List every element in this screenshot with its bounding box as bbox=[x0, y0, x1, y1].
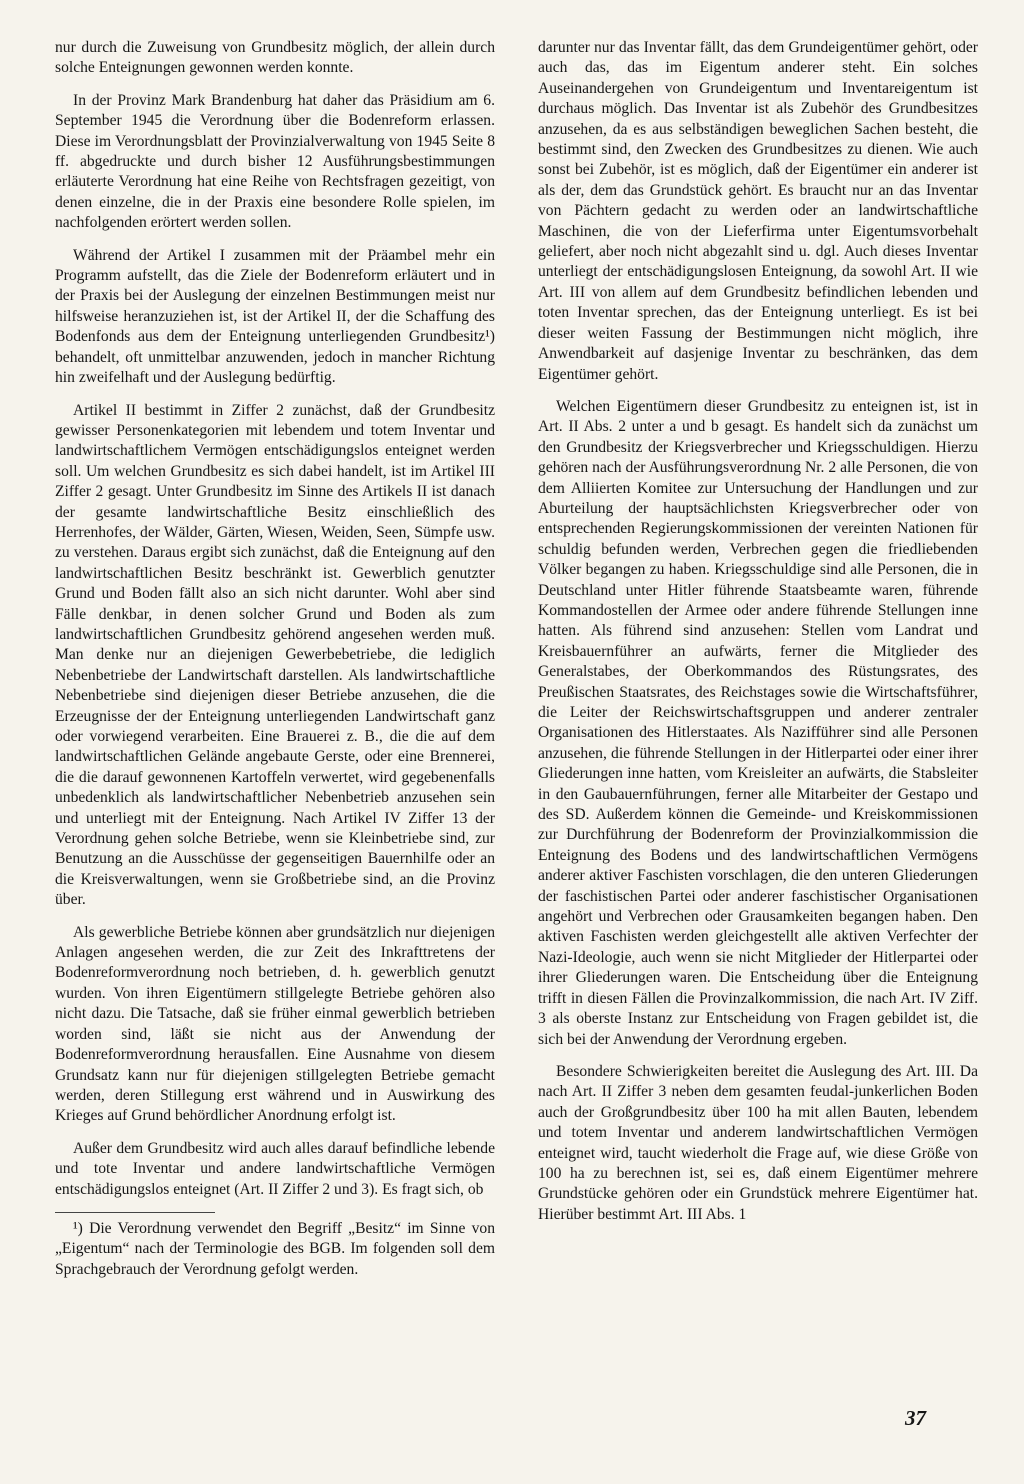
right-column bbox=[538, 38, 978, 1292]
paragraph: Artikel II bestimmt in Ziffer 2 zunächst, daß der Grundbesitz gewisser Personenkategorien mit lebendem und totem Inventar und landwirtschaftlichem Vermögen entschädigungslos enteignet werden soll. Um welchen Grundbesitz es sich dabei handelt, ist im Artikel III Ziffer 2 gesagt. Unter Grundbesitz im Sinne des Artikels II ist danach der gesamte landwirtschaftliche Besitz einschließlich des Herrenhofes, der Wälder, Gärten, Wiesen, Weiden, Seen, Sümpfe usw. zu verstehen. Daraus ergibt sich zunächst, daß die Enteignung auf den landwirtschaftlichen Besitz beschränkt ist. Gewerblich genutzter Grund und Boden fällt also an sich nicht darunter. Wohl aber sind Fälle denkbar, in denen solcher Grund und Boden als zum landwirtschaftlichen Grundbesitz gehörend angesehen werden muß. Man denke nur an diejenigen Gewerbebetriebe, die lediglich Nebenbetriebe der Landwirtschaft darstellen. Als landwirtschaftliche Nebenbetriebe sind diejenigen dieser Betriebe anzusehen, die die Erzeugnisse der der Enteignung unterliegenden Landwirtschaft ganz oder vorwiegend verarbeiten. Eine Brauerei z. B., die die auf dem landwirtschaftlichen Gelände angebaute Gerste, oder eine Brennerei, die die darauf gewonnenen Kartoffeln verwertet, wird gegebenenfalls unbedenklich als landwirtschaftlicher Nebenbetrieb anzusehen sein und unterliegt mit der Enteignung. Nach Artikel IV Ziffer 13 der Verordnung gehen solche Betriebe, wenn sie Kleinbetriebe sind, zur Benutzung an die Ausschüsse der gegenseitigen Bauernhilfe oder an die Kreisverwaltungen, wenn sie Großbetriebe sind, an die Provinz über. bbox=[55, 401, 495, 909]
paragraph: Besondere Schwierigkeiten bereitet die Auslegung des Art. III. Da nach Art. II Ziffer 3 neben dem gesamten feudal-junkerlichen Boden auch der Großgrundbesitz über 100 ha mit allen Bauten, lebendem und totem Inventar und anderem landwirtschaftlichen Vermögen enteignet wird, taucht wiederholt die Frage auf, wie diese Größe von 100 ha zu berechnen ist, sei es, daß einem Eigentümer mehrere Grundstücke gehören oder ein Grundstück mehrere Eigentümer hat. Hierüber bestimmt Art. III Abs. 1 bbox=[538, 1062, 978, 1223]
paragraph: In der Provinz Mark Brandenburg hat daher das Präsidium am 6. September 1945 die Verordnung über die Bodenreform erlassen. Diese im Verordnungsblatt der Provinzialverwaltung von 1945 Seite 8 ff. abgedruckte und durch bisher 12 Ausführungsbestimmungen erläuterte Verordnung hat eine Reihe von Rechtsfragen gezeitigt, von denen einzelne, die in der Praxis eine besondere Rolle spielen, im nachfolgenden erörtert werden sollen. bbox=[55, 91, 495, 232]
footnote: ¹) Die Verordnung verwendet den Begriff „Besitz“ im Sinne von „Eigentum“ nach der Terminologie des BGB. Im folgenden soll dem Sprachgebrauch der Verordnung gefolgt werden. bbox=[55, 1219, 495, 1278]
paragraph: darunter nur das Inventar fällt, das dem Grundeigentümer gehört, oder auch das, das im Eigentum anderer steht. Ein solches Auseinandergehen von Grundeigentum und Inventareigentum ist durchaus möglich. Das Inventar ist als Zubehör des Grundbesitzes anzusehen, da es aus selbständigen beweglichen Sachen besteht, die bestimmt sind, den Zwecken des Grundbesitzes zu dienen. Wie auch sonst bei Zubehör, ist es möglich, daß der Eigentümer ein anderer ist als der, dem das Grundstück gehört. Es braucht nur an das Inventar von Pächtern gedacht zu werden oder an landwirtschaftliche Maschinen, die von der Lieferfirma unter Eigentumsvorbehalt geliefert, aber noch nicht abgezahlt sind u. dgl. Auch dieses Inventar unterliegt der entschädigungslosen Enteignung, da sowohl Art. II wie Art. III von allem auf dem Grundbesitz befindlichen lebenden und toten Inventar sprechen, das der Enteignung unterliegt. Es ist bei dieser weiten Fassung der Bestimmungen nicht möglich, ihre Anwendbarkeit auf dasjenige Inventar zu beschränken, das dem Eigentümer gehört. bbox=[538, 39, 978, 383]
paragraph: nur durch die Zuweisung von Grundbesitz möglich, der allein durch solche Enteignungen gewonnen werden konnte. bbox=[55, 39, 495, 77]
paragraph: Als gewerbliche Betriebe können aber grundsätzlich nur diejenigen Anlagen angesehen werden, die zur Zeit des Inkrafttretens der Bodenreformverordnung noch betrieben, d. h. gewerblich genutzt wurden. Von ihren Eigentümern stillgelegte Betriebe gehören also nicht dazu. Die Tatsache, daß sie früher einmal gewerblich betrieben worden sind, läßt sie nicht aus der Anwendung der Bodenreformverordnung herausfallen. Eine Ausnahme von diesem Grundsatz kann nur für diejenigen stillgelegten Betriebe gemacht werden, deren Stillegung erst während und in Auswirkung des Krieges auf Grund behördlicher Anordnung erfolgt ist. bbox=[55, 923, 495, 1125]
left-column bbox=[55, 38, 495, 1292]
paragraph: Während der Artikel I zusammen mit der Präambel mehr ein Programm aufstellt, das die Ziele der Bodenreform erläutert und in der Praxis bei der Auslegung der einzelnen Bestimmungen meist nur hilfsweise heranzuziehen ist, ist der Artikel II, der die Schaffung des Bodenfonds aus dem der Enteignung unterliegenden Grundbesitz¹) behandelt, oft unmittelbar anzuwenden, jedoch in mancher Richtung hin zweifelhaft und der Auslegung bedürftig. bbox=[55, 246, 495, 387]
paragraph: Außer dem Grundbesitz wird auch alles darauf befindliche lebende und tote Inventar und andere landwirtschaftliche Vermögen entschädigungslos enteignet (Art. II Ziffer 2 und 3). Es fragt sich, ob bbox=[55, 1139, 495, 1198]
paragraph: Welchen Eigentümern dieser Grundbesitz zu enteignen ist, ist in Art. II Abs. 2 unter a und b gesagt. Es handelt sich da zunächst um den Grundbesitz der Kriegsverbrecher und Kriegsschuldigen. Hierzu gehören nach der Ausführungsverordnung Nr. 2 alle Personen, die von dem Alliierten Komitee zur Untersuchung der Handlungen und zur Aburteilung der hauptsächlichsten Kriegsverbrecher oder von entsprechenden Regierungskommissionen der vereinten Nationen für schuldig befunden werden, Verbrechen gegen die friedliebenden Völker begangen zu haben. Kriegsschuldige sind alle Personen, die in Deutschland unter Hitler führende Staatsbeamte waren, führende Kommandostellen der Armee oder andere führende Stellungen inne hatten. Als führend sind anzusehen: Stellen vom Landrat und Kreisbauernführer an aufwärts, ferner die Mitglieder des Generalstabes, der Oberkommandos des Rüstungsrates, des Preußischen Staatsrates, des Reichstages sowie die Wirtschaftsführer, die Leiter der Reichswirtschaftsgruppen und anderer zentraler Organisationen des Hitlerstaates. Als Nazifführer sind alle Personen anzusehen, die führende Stellungen in der Hitlerpartei oder einer ihrer Gliederungen inne hatten, vom Kreisleiter an aufwärts, die Stabsleiter in den Gaubauernführungen, ferner alle Mitarbeiter der Gestapo und des SD. Außerdem können die Gemeinde- und Kreiskommissionen zur Durchführung der Bodenreform der Provinzialkommission die Enteignung des Bodens und des landwirtschaftlichen Vermögens anderer aktiver Faschisten vorschlagen, die den unteren Gliederungen der faschistischen Partei oder anderer faschistischer Organisationen angehört und Verbrechen oder Grausamkeiten begangen haben. Den aktiven Faschisten werden gleichgestellt alle aktiven Verfechter der Nazi-Ideologie, auch wenn sie nicht Mitglieder der Hitlerpartei oder ihrer Gliederungen waren. Die Entscheidung über die Enteignung trifft in diesen Fällen die Provinzalkommission, die nach Art. IV Ziff. 3 als oberste Instanz zur Entscheidung von Fragen gebildet ist, die sich bei der Anwendung der Verordnung ergeben. bbox=[538, 397, 978, 1048]
page-number: 37 bbox=[905, 1406, 926, 1430]
footnote-divider bbox=[55, 1212, 215, 1213]
text-columns bbox=[55, 38, 978, 1292]
